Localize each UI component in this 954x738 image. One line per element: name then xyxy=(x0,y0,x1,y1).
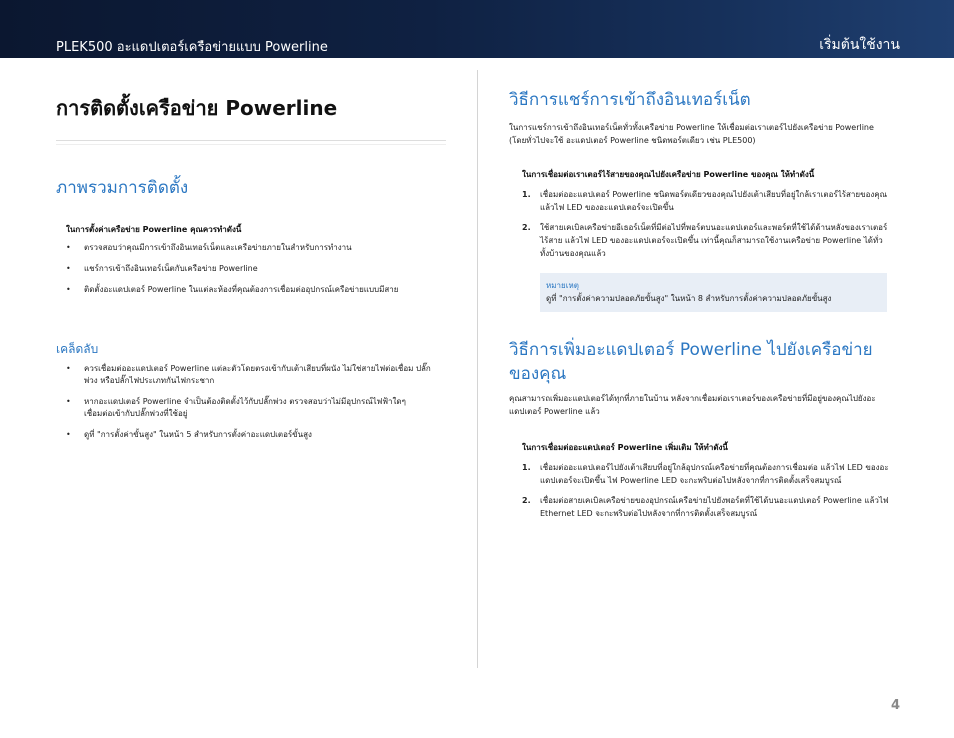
list-item: • แชร์การเข้าถึงอินเทอร์เน็ตกับเครือข่าย Powerline xyxy=(66,264,258,273)
overview-lead: ในการตั้งค่าเครือข่าย Powerline คุณควรทำดังนี้ xyxy=(66,225,242,234)
share-intro: ในการแชร์การเข้าถึงอินเทอร์เน็ตทั่วทั้งเครือข่าย Powerline ให้เชื่อมต่อเราเตอร์ไปยังเครือข่าย Powerline (โดยทั่วไปจะใช้ อะแดปเตอร์ Powerline ชนิดพอร์ตเดียว เช่น PLE500) xyxy=(509,123,874,145)
overview-list xyxy=(56,242,446,305)
heading-rule-secondary xyxy=(56,144,446,145)
add-adapter-intro: คุณสามารถเพิ่มอะแดปเตอร์ได้ทุกที่ภายในบ้าน หลังจากเชื่อมต่อเราเตอร์ของเครือข่ายที่มีอยู่ของคุณไปยังอะแดปเตอร์ Powerline แล้ว xyxy=(509,394,876,416)
overview-heading: ภาพรวมการติดตั้ง xyxy=(56,178,189,198)
page-heading: การติดตั้งเครือข่าย Powerline xyxy=(56,96,338,120)
add-adapter-steps xyxy=(509,461,889,527)
note-title: หมายเหตุ xyxy=(546,281,579,290)
bullet-icon: • xyxy=(66,243,71,252)
section-title: เริ่มต้นใช้งาน xyxy=(819,37,900,53)
column-divider xyxy=(477,70,478,668)
bullet-icon: • xyxy=(66,430,71,439)
step-item: 1. เชื่อมต่ออะแดปเตอร์ Powerline ชนิดพอร์ตเดียวของคุณไปยังเต้าเสียบที่อยู่ใกล้เราเตอร์ไร้สายของคุณ แล้วไฟ LED ของอะแดปเตอร์จะเปิดขึ้น xyxy=(522,190,888,212)
list-item: • ตรวจสอบว่าคุณมีการเข้าถึงอินเทอร์เน็ตและเครือข่ายภายในสำหรับการทำงาน xyxy=(66,243,352,252)
bullet-icon: • xyxy=(66,397,71,406)
add-adapter-heading: วิธีการเพิ่มอะแดปเตอร์ Powerline ไปยังเครือข่ายของคุณ xyxy=(509,340,873,384)
share-lead: ในการเชื่อมต่อเราเตอร์ไร้สายของคุณไปยังเครือข่าย Powerline ของคุณ ให้ทำดังนี้ xyxy=(522,170,815,179)
list-item: • ดูที่ "การตั้งค่าขั้นสูง" ในหน้า 5 สำหรับการตั้งค่าอะแดปเตอร์ขั้นสูง xyxy=(66,430,312,439)
step-item: 2. ใช้สายเคเบิลเครือข่ายอีเธอร์เน็ตที่มีต่อไปที่พอร์ตบนอะแดปเตอร์และพอร์ตที่ใช้ได้ด้านหลังของเราเตอร์ไร้สาย แล้วไฟ LED ของอะแดปเตอร์จะเปิดขึ้น เท่านี้คุณก็สามารถใช้งานเครือข่าย Powerline ได้ทั่วทั้งบ้านของคุณแล้ว xyxy=(522,223,888,258)
tips-heading: เคล็ดลับ xyxy=(56,342,99,356)
list-item: • หากอะแดปเตอร์ Powerline จำเป็นต้องติดตั้งไว้กับปลั๊กพ่วง ตรวจสอบว่าไม่มีอุปกรณ์ไฟฟ้าใดๆ เชื่อมต่อเข้ากับปลั๊กพ่วงที่ใช้อยู่ xyxy=(66,397,406,418)
list-item: • ควรเชื่อมต่ออะแดปเตอร์ Powerline แต่ละตัวโดยตรงเข้ากับเต้าเสียบที่ผนัง ไม่ใช่สายไฟต่อเชื่อม ปลั๊กพ่วง หรือปลั๊กไฟประเภทกันไฟกระชาก xyxy=(66,364,431,385)
step-item: 1. เชื่อมต่ออะแดปเตอร์ไปยังเต้าเสียบที่อยู่ใกล้อุปกรณ์เครือข่ายที่คุณต้องการเชื่อมต่อ แล้วไฟ LED ของอะแดปเตอร์จะเปิดขึ้น ไฟ Powerline LED จะกะพริบต่อไปหลังจากที่การติดตั้งเสร็จสมบูรณ์ xyxy=(522,463,889,485)
share-heading: วิธีการแชร์การเข้าถึงอินเทอร์เน็ต xyxy=(509,90,751,110)
list-item: • ติดตั้งอะแดปเตอร์ Powerline ในแต่ละห้องที่คุณต้องการเชื่อมต่ออุปกรณ์เครือข่ายแบบมีสาย xyxy=(66,285,399,294)
heading-rule xyxy=(56,140,446,141)
bullet-icon: • xyxy=(66,364,71,373)
note-text: ดูที่ "การตั้งค่าความปลอดภัยขั้นสูง" ในหน้า 8 สำหรับการตั้งค่าความปลอดภัยขั้นสูง xyxy=(546,294,832,303)
share-steps xyxy=(509,188,889,267)
bullet-icon: • xyxy=(66,264,71,273)
tips-list xyxy=(56,363,446,450)
note-box xyxy=(540,273,887,312)
document-title: PLEK500 อะแดปเตอร์เครือข่ายแบบ Powerline xyxy=(56,40,328,55)
page-header xyxy=(0,0,954,58)
add-adapter-lead: ในการเชื่อมต่ออะแดปเตอร์ Powerline เพิ่มเติม ให้ทำดังนี้ xyxy=(522,443,728,452)
page-number: 4 xyxy=(890,698,900,713)
step-item: 2. เชื่อมต่อสายเคเบิลเครือข่ายของอุปกรณ์เครือข่ายไปยังพอร์ตที่ใช้ได้บนอะแดปเตอร์ Powerline แล้วไฟ Ethernet LED จะกะพริบต่อไปหลังจากที่การติดตั้งเสร็จสมบูรณ์ xyxy=(522,496,889,518)
bullet-icon: • xyxy=(66,285,71,294)
